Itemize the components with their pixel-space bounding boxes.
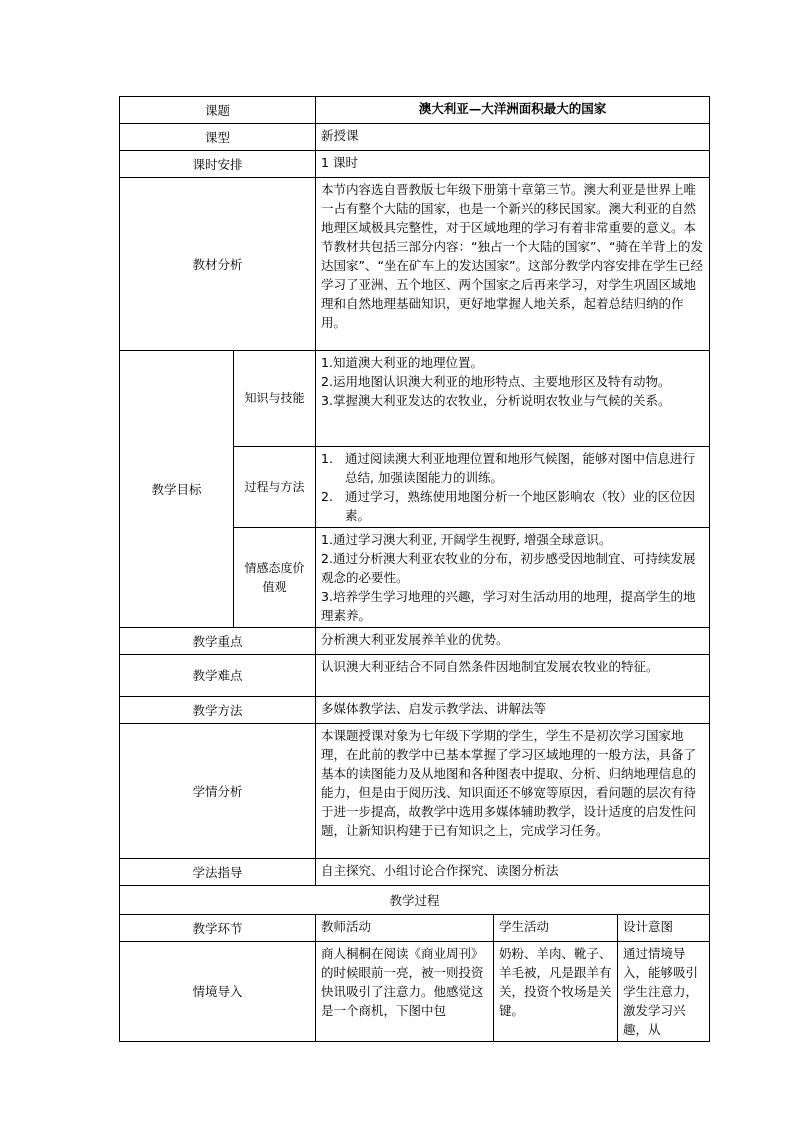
hours-value: 1 课时 [316, 151, 710, 178]
process-item-text: 通过学习，熟练使用地图分析一个地区影响农（牧）业的区位因素。 [345, 489, 696, 523]
stage-intro: 情境导入 [120, 942, 316, 1042]
key-value: 分析澳大利亚发展养羊业的优势。 [316, 628, 710, 655]
process-value [316, 447, 710, 528]
process-heading: 教学过程 [120, 886, 710, 915]
header-teacher: 教师活动 [316, 915, 494, 942]
knowledge-value [316, 351, 710, 447]
type-label: 课型 [120, 124, 316, 151]
knowledge-item: 1.知道澳大利亚的地理位置。 [321, 355, 483, 370]
process-item-number: 2. [321, 489, 333, 504]
method-label: 教学方法 [120, 697, 316, 724]
row-analysis [120, 178, 710, 351]
emotion-value [316, 528, 710, 628]
process-item [321, 449, 704, 487]
design-intent: 通过情境导入，能够吸引学生注意力，激发学习兴趣，从 [618, 942, 710, 1042]
student-activity: 奶粉、羊肉、靴子、羊毛被，凡是跟羊有关，投资个牧场是关键。 [494, 942, 618, 1042]
row-hours [120, 151, 710, 178]
difficulty-label: 教学难点 [120, 655, 316, 697]
title-value: 澳大利亚—大洋洲面积最大的国家 [316, 97, 710, 124]
students-label: 学情分析 [120, 724, 316, 859]
emotion-item: 1.通过学习澳大利亚, 开阔学生视野, 增强全球意识。 [321, 532, 612, 547]
knowledge-label: 知识与技能 [234, 351, 316, 447]
row-title [120, 97, 710, 124]
students-value: 本课题授课对象为七年级下学期的学生，学生不是初次学习国家地理，在此前的教学中已基本掌握了学习区域地理的一般方法，具备了基本的读图能力及从地图和各种图表中提取、分析、归纳地理信息的能力，但是由于阅历浅、知识面还不够宽等原因，看问题的层次有待于进一步提高，故教学中选用多媒体辅助教学，设计适度的启发性问题，让新知识构建于已有知识之上，完成学习任务。 [316, 724, 710, 859]
process-item-text: 通过阅读澳大利亚地理位置和地形气候图，能够对图中信息进行总结, 加强读图能力的训练。 [345, 451, 696, 485]
goals-label: 教学目标 [120, 351, 234, 628]
header-stage: 教学环节 [120, 915, 316, 942]
method-value: 多媒体教学法、启发示教学法、讲解法等 [316, 697, 710, 724]
analysis-value: 本节内容选自晋教版七年级下册第十章第三节。澳大利亚是世界上唯一占有整个大陆的国家，也是一个新兴的移民国家。澳大利亚的自然地理区域极具完整性，对于区域地理的学习有着非常重要的意义。本节教材共包括三部分内容：“独占一个大陆的国家”、“骑在羊背上的发达国家”、“坐在矿车上的发达国家”。这部分教学内容安排在学生已经学习了亚洲、五个地区、两个国家之后再来学习，对学生巩固区域地理和自然地理基础知识，更好地掌握人地关系，起着总结归纳的作用。 [316, 178, 710, 351]
header-intent: 设计意图 [618, 915, 710, 942]
difficulty-value: 认识澳大利亚结合不同自然条件因地制宜发展农牧业的特征。 [316, 655, 710, 697]
hours-label: 课时安排 [120, 151, 316, 178]
lesson-plan-table [119, 96, 710, 1042]
process-item [321, 487, 704, 525]
process-item-number: 1. [321, 451, 333, 466]
guide-label: 学法指导 [120, 859, 316, 886]
row-difficulty [120, 655, 710, 697]
row-method [120, 697, 710, 724]
header-student: 学生活动 [494, 915, 618, 942]
row-type [120, 124, 710, 151]
row-students [120, 724, 710, 859]
row-process-headers [120, 915, 710, 942]
guide-value: 自主探究、小组讨论合作探究、读图分析法 [316, 859, 710, 886]
knowledge-item: 3.掌握澳大利亚发达的农牧业，分析说明农牧业与气候的关系。 [321, 393, 671, 408]
key-label: 教学重点 [120, 628, 316, 655]
title-label: 课题 [120, 97, 316, 124]
type-value: 新授课 [316, 124, 710, 151]
teacher-activity: 商人桐桐在阅读《商业周刊》的时候眼前一亮，被一则投资快讯吸引了注意力。他感觉这是一个商机，下图中包 [316, 942, 494, 1042]
row-goals-knowledge [120, 351, 710, 447]
emotion-label: 情感态度价值观 [234, 528, 316, 628]
analysis-label: 教材分析 [120, 178, 316, 351]
row-key [120, 628, 710, 655]
emotion-item: 2.通过分析澳大利亚农牧业的分布，初步感受因地制宜、可持续发展观念的必要性。 [321, 551, 696, 585]
row-process-intro [120, 942, 710, 1042]
row-guide [120, 859, 710, 886]
row-process-heading [120, 886, 710, 915]
process-label: 过程与方法 [234, 447, 316, 528]
emotion-item: 3.培养学生学习地理的兴趣，学习对生活动用的地理，提高学生的地理素养。 [321, 589, 696, 623]
knowledge-item: 2.运用地图认识澳大利亚的地形特点、主要地形区及特有动物。 [321, 374, 671, 389]
